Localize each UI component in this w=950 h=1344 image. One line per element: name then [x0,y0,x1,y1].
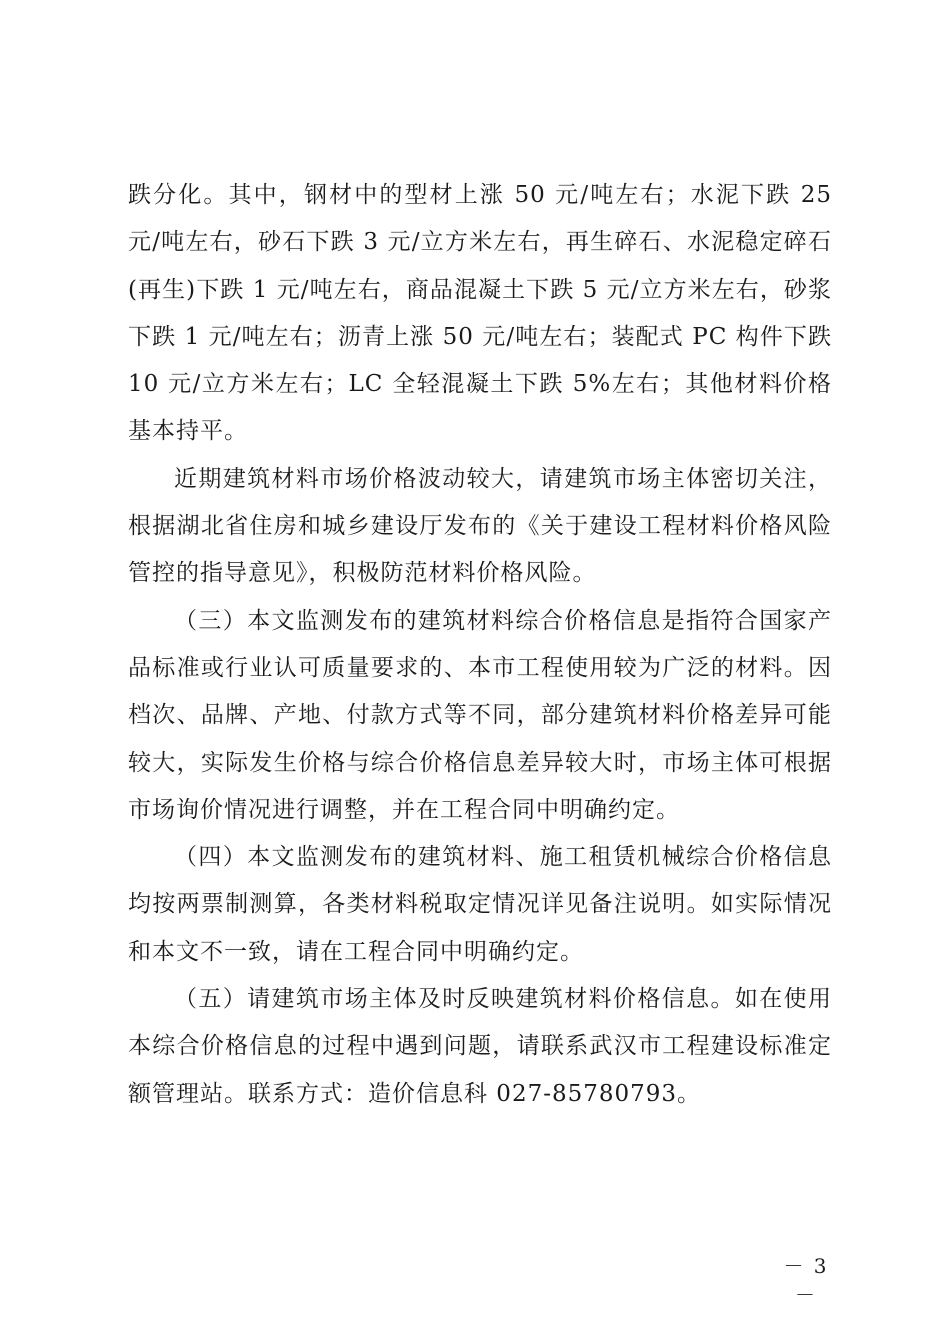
paragraph-item-three: （三）本文监测发布的建筑材料综合价格信息是指符合国家产品标准或行业认可质量要求的、本市工程使用较为广泛的材料。因档次、品牌、产地、付款方式等不同，部分建筑材料价格差异可能较大，实际发生价格与综合价格信息差异较大时，市场主体可根据市场询价情况进行调整，并在工程合同中明确约定。 [128,607,832,823]
paragraph-price-changes: 跌分化。其中，钢材中的型材上涨 50 元/吨左右；水泥下跌 25 元/吨左右，砂石下跌 3 元/立方米左右，再生碎石、水泥稳定碎石(再生)下跌 1 元/吨左右，商品混凝土下跌 5 元/立方米左右，砂浆下跌 1 元/吨左右；沥青上涨 50 元/吨左右；装配式 PC 构件下跌 10 元/立方米左右；LC 全轻混凝土下跌 5%左右；其他材料价格基本持平。 [128,182,832,445]
paragraph-risk-notice: 近期建筑材料市场价格波动较大，请建筑市场主体密切关注，根据湖北省住房和城乡建设厅发布的《关于建设工程材料价格风险管控的指导意见》，积极防范材料价格风险。 [128,465,832,587]
document-body [128,172,832,1118]
paragraph-item-five: （五）请建筑市场主体及时反映建筑材料价格信息。如在使用本综合价格信息的过程中遇到问题，请联系武汉市工程建设标准定额管理站。联系方式：造价信息科 027-85780793。 [128,986,832,1107]
paragraph-item-four: （四）本文监测发布的建筑材料、施工租赁机械综合价格信息均按两票制测算，各类材料税取定情况详见备注说明。如实际情况和本文不一致，请在工程合同中明确约定。 [128,844,832,965]
page-number: － 3 － [783,1254,829,1307]
